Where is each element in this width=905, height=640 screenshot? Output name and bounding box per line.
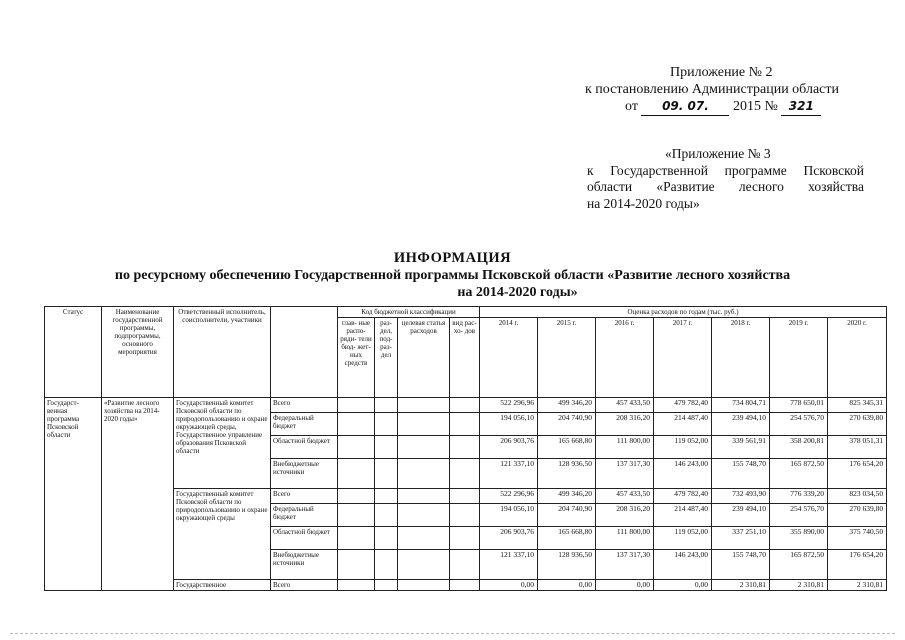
year-value-cell: 479 782,40 (654, 398, 712, 413)
budget-code-cell (398, 504, 450, 527)
budget-code-cell (450, 436, 480, 459)
year-value-cell: 2 310,81 (770, 580, 828, 591)
appendix-3-title: «Приложение № 3 (665, 146, 771, 161)
year-value-cell: 270 639,80 (828, 413, 887, 436)
year-value-cell: 2 310,81 (712, 580, 770, 591)
year-value-cell: 146 243,00 (654, 459, 712, 489)
budget-code-cell (450, 489, 480, 504)
year-value-cell: 119 052,00 (654, 527, 712, 550)
budget-code-cell (375, 413, 398, 436)
year-value-cell: 522 296,96 (480, 398, 538, 413)
appendix-3-line2: к Государственной программе Псковской (587, 162, 864, 178)
funding-source-cell: Всего (271, 398, 338, 413)
year-value-cell: 270 639,80 (828, 504, 887, 527)
year-value-cell: 2 310,81 (828, 580, 887, 591)
header-budget-code: Код бюджетной классификации (338, 307, 480, 318)
status-cell: Государст- венная программа Псковской области (45, 398, 102, 591)
budget-code-cell (338, 527, 375, 550)
year-value-cell: 254 576,70 (770, 413, 828, 436)
header-year-2: 2015 г. (538, 318, 596, 398)
budget-code-cell (398, 580, 450, 591)
year-value-cell: 206 903,76 (480, 436, 538, 459)
title-main: ИНФОРМАЦИЯ (393, 250, 512, 266)
year-value-cell: 176 654,20 (828, 459, 887, 489)
year-value-cell: 119 052,00 (654, 436, 712, 459)
budget-code-cell (398, 489, 450, 504)
year-value-cell: 337 251,10 (712, 527, 770, 550)
budget-code-cell (338, 504, 375, 527)
header-code-col-2: раз- дел, под- раз- дел (375, 318, 398, 398)
appendix-2-date-line (585, 98, 875, 116)
year-value-cell: 204 740,90 (538, 504, 596, 527)
year-value-cell: 0,00 (596, 580, 654, 591)
budget-code-cell (338, 436, 375, 459)
funding-source-cell: Всего (271, 580, 338, 591)
year-value-cell: 778 650,01 (770, 398, 828, 413)
budget-code-cell (338, 580, 375, 591)
appendix-3-line3: области «Развитие лесного хозяйства (587, 179, 864, 194)
budget-code-cell (375, 580, 398, 591)
executor-cell: Государственный комитет Псковской области по природопользованию и охране окружающей среды, Государственное управление образования Псковской области (174, 398, 271, 489)
year-value-cell: 339 561,91 (712, 436, 770, 459)
year-value-cell: 214 487,40 (654, 413, 712, 436)
year-value-cell: 355 890,00 (770, 527, 828, 550)
year-value-cell: 375 740,50 (828, 527, 887, 550)
year-value-cell: 734 804,71 (712, 398, 770, 413)
funding-source-cell: Федеральный бюджет (271, 504, 338, 527)
year-value-cell: 457 433,50 (596, 489, 654, 504)
budget-code-cell (450, 550, 480, 580)
budget-code-cell (375, 436, 398, 459)
year-value-cell: 214 487,40 (654, 504, 712, 527)
funding-source-cell: Всего (271, 489, 338, 504)
header-year-6: 2019 г. (770, 318, 828, 398)
budget-code-cell (450, 398, 480, 413)
header-code-col-4: вид рас- хо- дов (450, 318, 480, 398)
year-value-cell: 208 316,20 (596, 504, 654, 527)
budget-code-cell (450, 504, 480, 527)
resource-table (44, 306, 887, 591)
funding-source-cell: Областной бюджет (271, 527, 338, 550)
year-value-cell: 165 668,80 (538, 527, 596, 550)
year-value-cell: 165 872,50 (770, 459, 828, 489)
year-value-cell: 176 654,20 (828, 550, 887, 580)
budget-code-cell (450, 459, 480, 489)
year-value-cell: 499 346,20 (538, 398, 596, 413)
budget-code-cell (375, 459, 398, 489)
year-value-cell: 194 056,10 (480, 504, 538, 527)
year-value-cell: 204 740,90 (538, 413, 596, 436)
year-label: 2015 № (732, 99, 778, 114)
title-line2: по ресурсному обеспечению Государственной программы Псковской области «Развитие лесного хозяйства (114, 268, 791, 283)
year-value-cell: 137 317,30 (596, 550, 654, 580)
appendix-2-header (585, 64, 875, 116)
year-value-cell: 137 317,30 (596, 459, 654, 489)
year-value-cell: 825 345,31 (828, 398, 887, 413)
budget-code-cell (398, 459, 450, 489)
year-value-cell: 194 056,10 (480, 413, 538, 436)
header-code-col-1: глав- ные распо- ряди- тели бюд- жет- ных средств (338, 318, 375, 398)
header-executor: Ответственный исполнитель, соисполнители, участники (174, 307, 271, 398)
document-title (0, 250, 905, 301)
funding-source-cell: Федеральный бюджет (271, 413, 338, 436)
year-value-cell: 0,00 (654, 580, 712, 591)
funding-source-cell: Внебюджетные источники (271, 550, 338, 580)
year-value-cell: 155 748,70 (712, 459, 770, 489)
date-prefix: от (625, 99, 638, 114)
year-value-cell: 254 576,70 (770, 504, 828, 527)
year-value-cell: 128 936,50 (538, 459, 596, 489)
year-value-cell: 0,00 (538, 580, 596, 591)
budget-code-cell (398, 398, 450, 413)
budget-code-cell (450, 413, 480, 436)
year-value-cell: 732 493,90 (712, 489, 770, 504)
title-line3: на 2014-2020 годы» (457, 285, 578, 300)
header-code-col-3: целевая статья расходов (398, 318, 450, 398)
budget-code-cell (338, 489, 375, 504)
header-year-3: 2016 г. (596, 318, 654, 398)
budget-code-cell (338, 398, 375, 413)
program-cell: «Развитие лесного хозяйства на 2014-2020 годы» (102, 398, 174, 591)
budget-code-cell (338, 459, 375, 489)
year-value-cell: 121 337,10 (480, 550, 538, 580)
year-value-cell: 206 903,76 (480, 527, 538, 550)
year-value-cell: 239 494,10 (712, 504, 770, 527)
header-name: Наименование государственной программы, подпрограммы, основного мероприятия (102, 307, 174, 398)
appendix-2-title: Приложение № 2 (670, 65, 773, 80)
budget-code-cell (375, 489, 398, 504)
year-value-cell: 155 748,70 (712, 550, 770, 580)
handwritten-date: 09. 07. (641, 98, 729, 116)
year-value-cell: 358 200,81 (770, 436, 828, 459)
budget-code-cell (398, 527, 450, 550)
appendix-3-line4: на 2014-2020 годы» (587, 195, 700, 211)
budget-code-cell (338, 413, 375, 436)
appendix-3-header (587, 146, 864, 212)
page-edge-line (10, 633, 895, 634)
year-value-cell: 479 782,40 (654, 489, 712, 504)
budget-code-cell (375, 504, 398, 527)
year-value-cell: 457 433,50 (596, 398, 654, 413)
appendix-2-decree: к постановлению Администрации области (585, 82, 839, 97)
budget-code-cell (398, 436, 450, 459)
budget-code-cell (338, 550, 375, 580)
table-row (45, 398, 887, 413)
year-value-cell: 823 034,50 (828, 489, 887, 504)
budget-code-cell (398, 550, 450, 580)
funding-source-cell: Областной бюджет (271, 436, 338, 459)
budget-code-cell (375, 398, 398, 413)
year-value-cell: 499 346,20 (538, 489, 596, 504)
handwritten-number: 321 (781, 98, 821, 116)
executor-cell: Государственное (174, 580, 271, 591)
budget-code-cell (450, 580, 480, 591)
budget-code-cell (375, 527, 398, 550)
year-value-cell: 208 316,20 (596, 413, 654, 436)
year-value-cell: 776 339,20 (770, 489, 828, 504)
budget-code-cell (375, 550, 398, 580)
header-status: Статус (45, 307, 102, 398)
budget-code-cell (450, 527, 480, 550)
year-value-cell: 378 051,31 (828, 436, 887, 459)
year-value-cell: 111 800,00 (596, 527, 654, 550)
year-value-cell: 146 243,00 (654, 550, 712, 580)
header-year-1: 2014 г. (480, 318, 538, 398)
year-value-cell: 522 296,96 (480, 489, 538, 504)
budget-code-cell (398, 413, 450, 436)
year-value-cell: 239 494,10 (712, 413, 770, 436)
funding-source-cell: Внебюджетные источники (271, 459, 338, 489)
year-value-cell: 111 800,00 (596, 436, 654, 459)
header-estimate: Оценка расходов по годам (тыс. руб.) (480, 307, 887, 318)
executor-cell: Государственный комитет Псковской области по природопользованию и охране окружающей среды (174, 489, 271, 580)
year-value-cell: 128 936,50 (538, 550, 596, 580)
year-value-cell: 165 872,50 (770, 550, 828, 580)
header-year-7: 2020 г. (828, 318, 887, 398)
header-year-4: 2017 г. (654, 318, 712, 398)
year-value-cell: 121 337,10 (480, 459, 538, 489)
header-year-5: 2018 г. (712, 318, 770, 398)
year-value-cell: 0,00 (480, 580, 538, 591)
header-source (271, 307, 338, 398)
year-value-cell: 165 668,80 (538, 436, 596, 459)
